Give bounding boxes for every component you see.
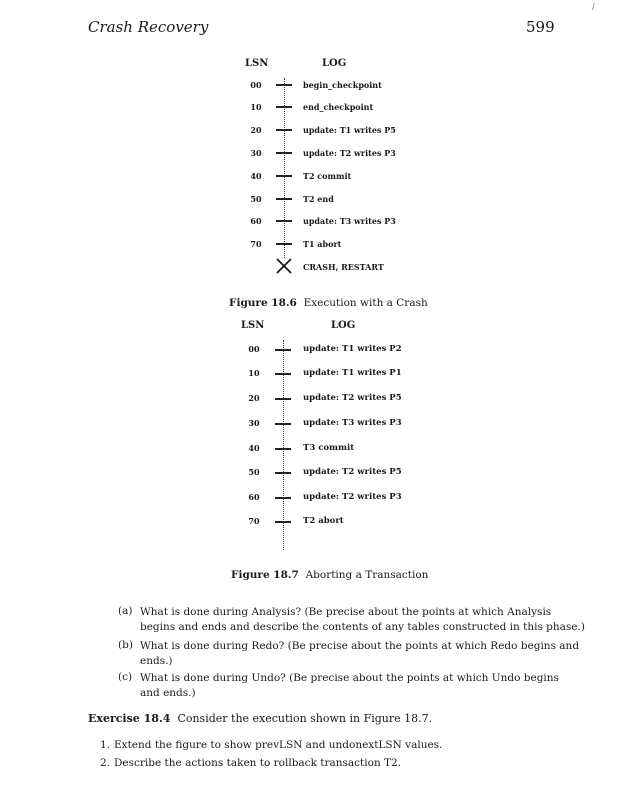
lsn-value: 60: [250, 216, 262, 226]
timeline-tick: [275, 423, 291, 425]
figure-caption-text: Execution with a Crash: [303, 297, 428, 309]
figure-caption: [231, 569, 428, 581]
log-entry: update: T1 writes P5: [303, 125, 396, 135]
log-entry: update: T1 writes P2: [303, 344, 402, 354]
lsn-value: 50: [250, 194, 262, 204]
lsn-value: 00: [248, 344, 260, 354]
lsn-value: 70: [248, 516, 260, 526]
question-line: and ends.): [140, 687, 196, 699]
log-entry: update: T2 writes P5: [303, 393, 402, 403]
timeline-tick: [276, 152, 292, 154]
crash-label: CRASH, RESTART: [303, 262, 384, 272]
running-head: Crash Recovery: [88, 18, 209, 36]
question-line: begins and ends and describe the contents of any tables constructed in this phase.): [140, 621, 585, 633]
timeline-tick: [276, 198, 292, 200]
log-entry: update: T3 writes P3: [303, 418, 402, 428]
question-line: What is done during Undo? (Be precise about the points at which Undo begins: [140, 672, 559, 684]
lsn-value: 30: [250, 148, 262, 158]
crash-x-icon: [275, 257, 293, 275]
lsn-value: 30: [248, 418, 260, 428]
timeline-axis: [283, 340, 284, 550]
log-entry: update: T2 writes P5: [303, 467, 402, 477]
log-entry: update: T3 writes P3: [303, 216, 396, 226]
log-entry: T3 commit: [303, 443, 355, 453]
lsn-value: 20: [248, 393, 260, 403]
figure-label: Figure 18.6: [229, 297, 297, 309]
lsn-value: 40: [250, 171, 262, 181]
timeline-tick: [276, 106, 292, 108]
lsn-value: 60: [248, 492, 260, 502]
question-label: (c): [118, 671, 133, 683]
exercise-item: Extend the figure to show prevLSN and undonextLSN values.: [114, 739, 443, 751]
timeline-tick: [275, 472, 291, 474]
question-line: What is done during Analysis? (Be precise about the points at which Analysis: [140, 606, 552, 618]
log-entry: T1 abort: [303, 239, 342, 249]
exercise-heading: [88, 712, 432, 725]
timeline-tick: [276, 84, 292, 86]
timeline-tick: [275, 448, 291, 450]
log-entry: update: T1 writes P1: [303, 368, 402, 378]
timeline-tick: [275, 398, 291, 400]
timeline-tick: [275, 497, 291, 499]
timeline-tick: [275, 521, 291, 523]
log-header: LOG: [331, 320, 356, 331]
corner-mark: /: [592, 2, 595, 11]
lsn-value: 00: [250, 80, 262, 90]
lsn-value: 40: [248, 443, 260, 453]
log-entry: T2 commit: [303, 171, 352, 181]
log-entry: update: T2 writes P3: [303, 148, 396, 158]
exercise-label: Exercise 18.4: [88, 712, 171, 725]
lsn-value: 20: [250, 125, 262, 135]
question-text: [140, 639, 579, 669]
lsn-header: LSN: [245, 58, 269, 69]
log-entry: update: T2 writes P3: [303, 492, 402, 502]
lsn-value: 50: [248, 467, 260, 477]
lsn-value: 10: [250, 102, 262, 112]
exercise-text: Consider the execution shown in Figure 18.7.: [177, 712, 433, 725]
lsn-value: 10: [248, 368, 260, 378]
timeline-tick: [275, 373, 291, 375]
exercise-item-number: 2.: [100, 757, 111, 769]
timeline-tick: [276, 129, 292, 131]
log-entry: T2 abort: [303, 516, 344, 526]
log-entry: end_checkpoint: [303, 102, 374, 112]
exercise-item-number: 1.: [100, 739, 111, 751]
lsn-value: 70: [250, 239, 262, 249]
log-header: LOG: [322, 58, 347, 69]
lsn-header: LSN: [241, 320, 265, 331]
timeline-axis: [284, 78, 285, 258]
timeline-tick: [275, 349, 291, 351]
timeline-tick: [276, 243, 292, 245]
exercise-item: Describe the actions taken to rollback transaction T2.: [114, 757, 402, 769]
question-line: ends.): [140, 655, 173, 667]
timeline-tick: [276, 175, 292, 177]
page-number: 599: [526, 18, 555, 36]
figure-caption: [229, 297, 428, 309]
figure-label: Figure 18.7: [231, 569, 299, 581]
timeline-tick: [276, 220, 292, 222]
question-line: What is done during Redo? (Be precise about the points at which Redo begins and: [140, 640, 580, 652]
question-label: (b): [118, 639, 133, 651]
log-entry: begin_checkpoint: [303, 80, 382, 90]
question-text: [140, 671, 559, 701]
question-text: [140, 605, 585, 635]
log-entry: T2 end: [303, 194, 334, 204]
figure-caption-text: Aborting a Transaction: [305, 569, 429, 581]
question-label: (a): [118, 605, 133, 617]
